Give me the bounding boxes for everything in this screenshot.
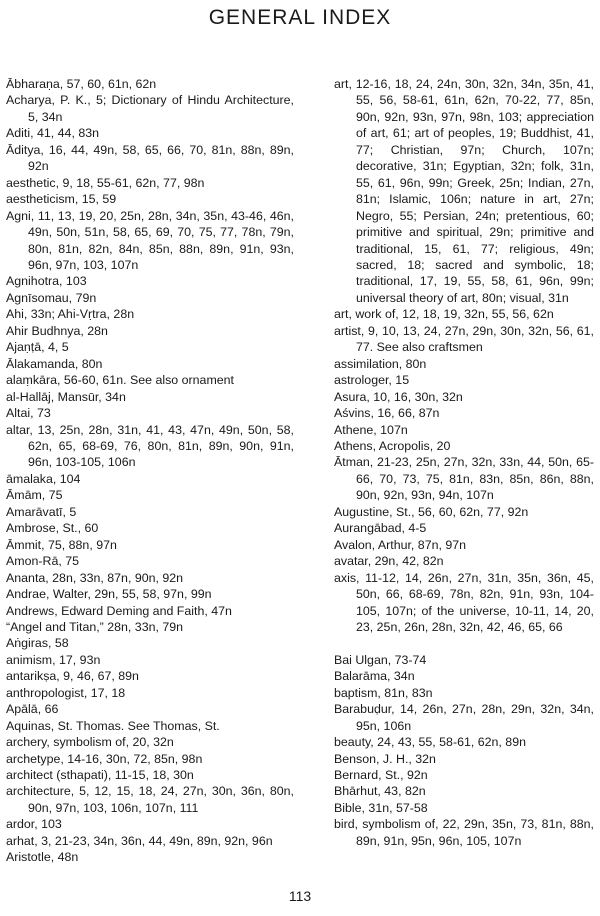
index-entry: Balarāma, 34n	[334, 669, 415, 684]
index-entry: arhat, 3, 21-23, 34n, 36n, 44, 49n, 89n, 92n, 96n	[6, 833, 273, 848]
index-entry: Amarāvatī, 5	[6, 504, 77, 519]
index-entry: Amon-Rā, 75	[6, 554, 80, 569]
index-column-right	[334, 76, 594, 849]
index-entry: Apālā, 66	[6, 702, 59, 717]
index-entry: bird, symbolism of, 22, 29n, 35n, 73, 81n, 88n, 89n, 91n, 95n, 96n, 105, 107n	[334, 817, 594, 848]
index-entry: Athens, Acropolis, 20	[334, 438, 451, 453]
index-entry: Aśvins, 16, 66, 87n	[334, 406, 440, 421]
index-entry: Aristotle, 48n	[6, 850, 79, 865]
index-entry: ardor, 103	[6, 817, 62, 832]
index-entry: Barabuḍur, 14, 26n, 27n, 28n, 29n, 32n, 34n, 95n, 106n	[334, 702, 594, 733]
index-entry: Aquinas, St. Thomas. See Thomas, St.	[6, 718, 220, 733]
index-column-left	[6, 76, 294, 866]
index-entry: Agni, 11, 13, 19, 20, 25n, 28n, 34n, 35n, 43-46, 46n, 49n, 50n, 51n, 58, 65, 69, 70, 75, 77, 78n, 79n, 80n, 81n, 82n, 84n, 85n, 88n, 89n, 91n, 93n, 96n, 97n, 103, 107n	[6, 208, 294, 272]
index-entry: artist, 9, 10, 13, 24, 27n, 29n, 30n, 32n, 56, 61, 77. See also craftsmen	[334, 323, 594, 355]
index-entry: Āmmit, 75, 88n, 97n	[6, 537, 117, 552]
page-number: 113	[288, 888, 312, 904]
page-title: GENERAL INDEX	[208, 6, 392, 29]
index-entry: archery, symbolism of, 20, 32n	[6, 735, 174, 750]
index-entry: architecture, 5, 12, 15, 18, 24, 27n, 30n, 36n, 80n, 90n, 97n, 103, 106n, 107n, 111	[6, 784, 294, 815]
index-entry: Bhārhut, 43, 82n	[334, 784, 426, 799]
index-entry: Andrews, Edward Deming and Faith, 47n	[6, 603, 232, 618]
index-entry: Aṅgiras, 58	[6, 636, 69, 651]
index-entry: Andrae, Walter, 29n, 55, 58, 97n, 99n	[6, 587, 212, 602]
index-entry: beauty, 24, 43, 55, 58-61, 62n, 89n	[334, 735, 526, 750]
index-entry: āmalaka, 104	[6, 471, 81, 486]
index-entry: altar, 13, 25n, 28n, 31n, 41, 43, 47n, 49n, 50n, 58, 62n, 65, 68-69, 76, 80n, 81n, 89n, 90n, 91n, 96n, 103-105, 106n	[6, 422, 294, 470]
index-entry: baptism, 81n, 83n	[334, 685, 433, 700]
index-entry: Ahi, 33n; Ahi-Vṛtra, 28n	[6, 307, 135, 322]
index-entry: Benson, J. H., 32n	[334, 751, 436, 766]
index-entry: Avalon, Arthur, 87n, 97n	[334, 537, 467, 552]
index-entry: Athene, 107n	[334, 422, 408, 437]
index-entry: “Angel and Titan,” 28n, 33n, 79n	[6, 619, 184, 634]
index-entry: Ālakamanda, 80n	[6, 356, 103, 371]
index-entry: Augustine, St., 56, 60, 62n, 77, 92n	[334, 504, 529, 519]
index-entry: Ajaṇṭā, 4, 5	[6, 340, 69, 355]
index-entry: al-Hallāj, Mansūr, 34n	[6, 389, 126, 404]
index-entry: Bernard, St., 92n	[334, 768, 428, 783]
index-entry: Ābharaṇa, 57, 60, 61n, 62n	[6, 77, 157, 91]
index-entry: animism, 17, 93n	[6, 652, 101, 667]
index-entry: Ananta, 28n, 33n, 87n, 90n, 92n	[6, 570, 184, 585]
index-entry: archetype, 14-16, 30n, 72, 85n, 98n	[6, 751, 203, 766]
index-entry: Aurangābad, 4-5	[334, 521, 427, 536]
index-entry: assimilation, 80n	[334, 356, 427, 371]
index-entry: Aditi, 41, 44, 83n	[6, 126, 99, 141]
section-gap	[334, 635, 594, 651]
index-entry: antarikṣa, 9, 46, 67, 89n	[6, 669, 139, 684]
index-entry: Acharya, P. K., 5; Dictionary of Hindu Architecture, 5, 34n	[6, 93, 294, 124]
index-entry: Āmām, 75	[6, 488, 63, 503]
index-entry: alaṃkāra, 56-60, 61n. See also ornament	[6, 373, 234, 388]
index-entry: Āditya, 16, 44, 49n, 58, 65, 66, 70, 81n, 88n, 89n, 92n	[6, 142, 294, 174]
index-entry: anthropologist, 17, 18	[6, 685, 126, 700]
index-entry: Altai, 73	[6, 406, 51, 421]
index-entry: Agnihotra, 103	[6, 274, 87, 289]
index-entry: astrologer, 15	[334, 373, 410, 388]
index-entry: art, 12-16, 18, 24, 24n, 30n, 32n, 34n, 35n, 41, 55, 56, 58-61, 61n, 62n, 70-22, 77, 85n, 90n, 92n, 93n, 97n, 98n, 103; appreciation of art, 61; art of peoples, 19; Buddhist, 41, 77; Christian, 97n; Church, 107n; decorative, 31n; Egyptian, 32n; folk, 31n, 55, 61, 96n, 99n; Greek, 25n; Indian, 27n, 81n; Islamic, 106n; nature in art, 27n; Negro, 55; Persian, 24n; pretentious, 60; primitive and spiritual, 29n; primitive and traditional, 15, 61, 77; religious, 49n; sacred, 18; sacred and symbolic, 18; traditional, 17, 19, 55, 58, 61, 96n, 99n; universal theory of art, 80n; visual, 31n	[334, 77, 594, 305]
index-entry: avatar, 29n, 42, 82n	[334, 554, 444, 569]
index-entry: Bible, 31n, 57-58	[334, 800, 428, 815]
index-entry: art, work of, 12, 18, 19, 32n, 55, 56, 62n	[334, 307, 554, 322]
index-entry: aesthetic, 9, 18, 55-61, 62n, 77, 98n	[6, 175, 205, 190]
index-entry: architect (sthapati), 11-15, 18, 30n	[6, 768, 194, 783]
index-entry: Ahir Budhnya, 28n	[6, 323, 108, 338]
index-entry: Ātman, 21-23, 25n, 27n, 32n, 33n, 44, 50n, 65-66, 70, 73, 75, 81n, 83n, 85n, 86n, 88n, 90n, 92n, 93n, 94n, 107n	[334, 455, 594, 503]
index-entry: Agnīsomau, 79n	[6, 290, 97, 305]
index-entry: Ambrose, St., 60	[6, 521, 99, 536]
index-entry: axis, 11-12, 14, 26n, 27n, 31n, 35n, 36n, 45, 50n, 66, 68-69, 78n, 82n, 91n, 93n, 104-105, 107n; of the universe, 10-11, 14, 20, 23, 25n, 26n, 28n, 32n, 42, 46, 65, 66	[334, 570, 594, 634]
index-entry: Asura, 10, 16, 30n, 32n	[334, 389, 463, 404]
index-entry: aestheticism, 15, 59	[6, 192, 117, 207]
index-entry: Bai Ulgan, 73-74	[334, 652, 427, 667]
